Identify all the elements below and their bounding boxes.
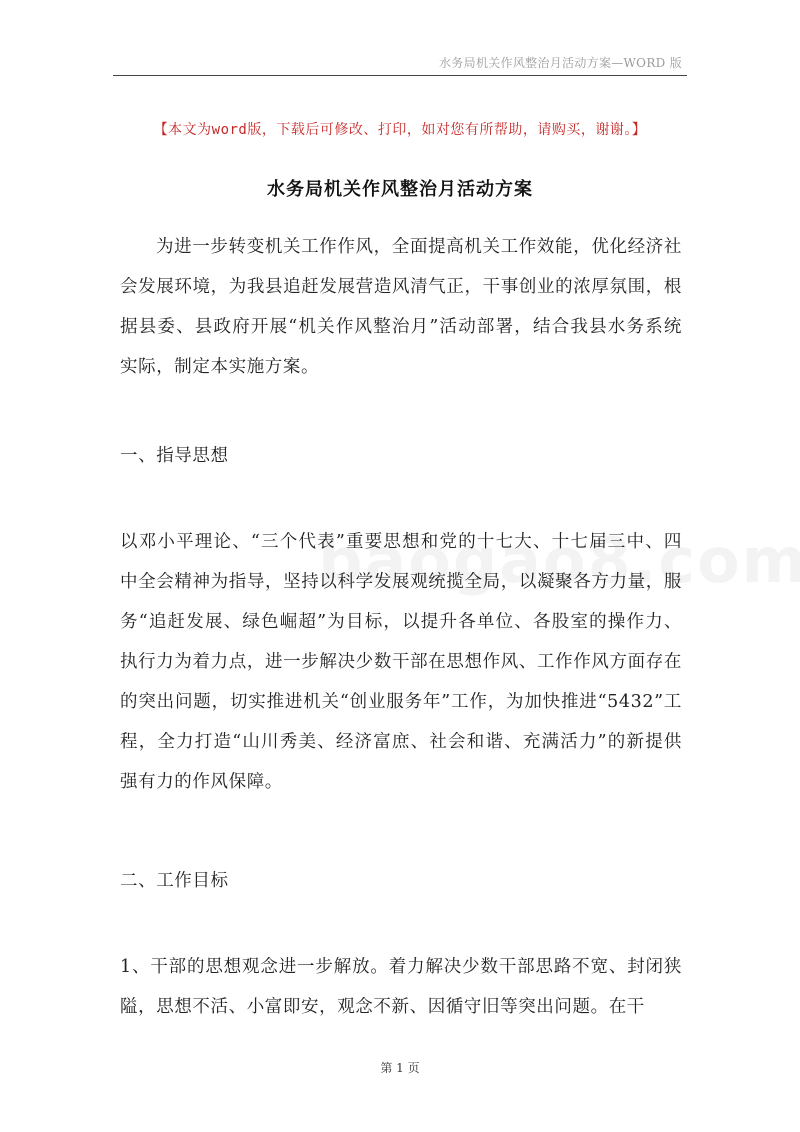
page-number: 第 1 页 (380, 1061, 420, 1075)
running-header: 水务局机关作风整治月活动方案—WORD 版 (439, 56, 682, 70)
header-divider (113, 75, 687, 76)
section-heading-work-goals: 二、工作目标 (120, 871, 229, 891)
purchase-notice: 【本文为word版，下载后可修改、打印，如对您有所帮助，请购买，谢谢。】 (153, 122, 647, 138)
document-title: 水务局机关作风整治月活动方案 (267, 179, 533, 200)
intro-paragraph: 为进一步转变机关工作作风，全面提高机关工作效能，优化经济社会发展环境，为我县追赶发展营造风清气正，干事创业的浓厚氛围，根据县委、县政府开展“机关作风整治月”活动部署，结合我县水务系统实际，制定本实施方案。 (120, 237, 682, 377)
work-goal-item-1: 1、干部的思想观念进一步解放。着力解决少数干部思路不宽、封闭狭隘，思想不活、小富即安，观念不新、因循守旧等突出问题。在干 (120, 957, 682, 1017)
section-heading-guiding-ideology: 一、指导思想 (120, 446, 229, 466)
guiding-ideology-paragraph: 以邓小平理论、“三个代表”重要思想和党的十七大、十七届三中、四中全会精神为指导，坚持以科学发展观统揽全局，以凝聚各方力量，服务“追赶发展、绿色崛超”为目标，以提升各单位、各股室的操作力、执行力为着力点，进一步解决少数干部在思想作风、工作作风方面存在的突出问题，切实推进机关“创业服务年”工作，为加快推进“5432”工程，全力打造“山川秀美、经济富庶、社会和谐、充满活力”的新提供强有力的作风保障。 (120, 532, 682, 792)
